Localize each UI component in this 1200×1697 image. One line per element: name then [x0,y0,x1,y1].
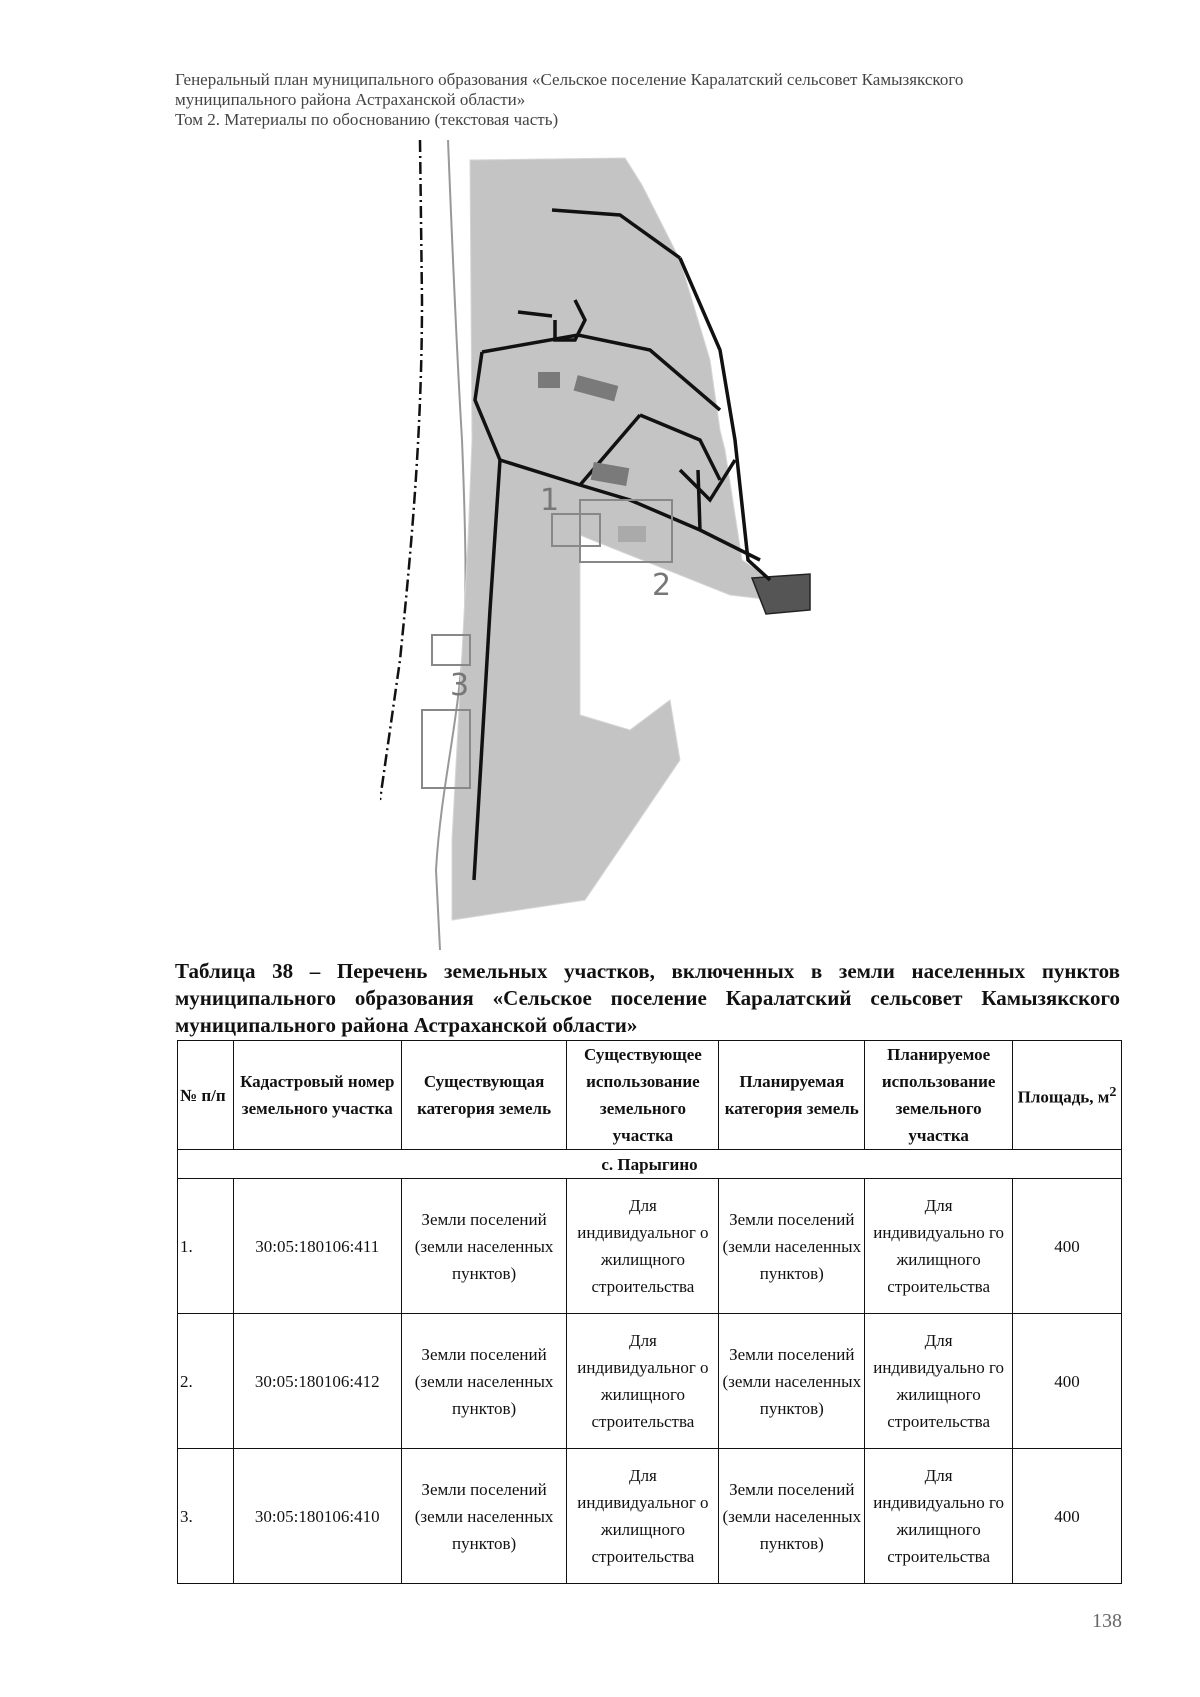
page-number: 138 [1092,1610,1122,1632]
cell-existing-category: Земли поселений (земли населенных пунктов) [401,1449,567,1584]
cell-planned-use: Для индивидуально го жилищного строительства [865,1449,1013,1584]
settlement-area [452,158,772,920]
col-header-area-sup: 2 [1109,1084,1117,1101]
table-row [178,1449,1122,1584]
cell-planned-use: Для индивидуально го жилищного строительства [865,1314,1013,1449]
cell-cadastral: 30:05:180106:410 [233,1449,401,1584]
cell-existing-use: Для индивидуальног о жилищного строительства [567,1449,719,1584]
map-label-2: 2 [652,568,672,603]
cell-planned-use: Для индивидуально го жилищного строительства [865,1179,1013,1314]
header-line-3: Том 2. Материалы по обоснованию (текстовая часть) [175,110,559,129]
table-row [178,1314,1122,1449]
cell-area: 400 [1013,1449,1122,1584]
cell-planned-category: Земли поселений (земли населенных пунктов) [719,1449,865,1584]
road-east [752,574,810,614]
map-label-3: 3 [450,668,470,703]
cell-existing-use: Для индивидуальног о жилищного строительства [567,1179,719,1314]
document-header [175,70,1135,130]
cell-existing-use: Для индивидуальног о жилищного строительства [567,1314,719,1449]
header-line-2: муниципального района Астраханской области» [175,90,526,109]
cell-planned-category: Земли поселений (земли населенных пунктов) [719,1179,865,1314]
hatched-plot [618,526,646,542]
boundary-line [380,140,422,800]
cell-existing-category: Земли поселений (земли населенных пунктов) [401,1314,567,1449]
building [538,372,560,388]
col-header-area [1013,1041,1122,1150]
cell-cadastral: 30:05:180106:411 [233,1179,401,1314]
col-header-cadastral: Кадастровый номер земельного участка [233,1041,401,1150]
cell-area: 400 [1013,1179,1122,1314]
group-name: с. Парыгино [178,1150,1122,1179]
cell-planned-category: Земли поселений (земли населенных пунктов) [719,1314,865,1449]
cell-area: 400 [1013,1314,1122,1449]
col-header-existing-category: Существующая категория земель [401,1041,567,1150]
table-row [178,1179,1122,1314]
header-line-1: Генеральный план муниципального образования «Сельское поселение Каралатский сельсовет Камызякского [175,70,964,89]
col-header-existing-use: Существующее использование земельного участка [567,1041,719,1150]
settlement-map [380,140,900,950]
table-caption: Таблица 38 – Перечень земельных участков, включенных в земли населенных пунктов муниципального образования «Сельское поселение Каралатский сельсовет Камызякского муниципального района Астраханской области» [175,959,1120,1037]
table-header-row [178,1041,1122,1150]
col-header-planned-use: Планируемое использование земельного участка [865,1041,1013,1150]
cell-cadastral: 30:05:180106:412 [233,1314,401,1449]
cell-existing-category: Земли поселений (земли населенных пунктов) [401,1179,567,1314]
col-header-planned-category: Планируемая категория земель [719,1041,865,1150]
map-label-1: 1 [540,483,560,518]
cell-num: 1. [178,1179,234,1314]
col-header-num: № п/п [178,1041,234,1150]
group-row [178,1150,1122,1179]
cell-num: 3. [178,1449,234,1584]
cell-num: 2. [178,1314,234,1449]
land-plots-table [177,1040,1122,1584]
col-header-area-label: Площадь, м [1017,1087,1110,1107]
